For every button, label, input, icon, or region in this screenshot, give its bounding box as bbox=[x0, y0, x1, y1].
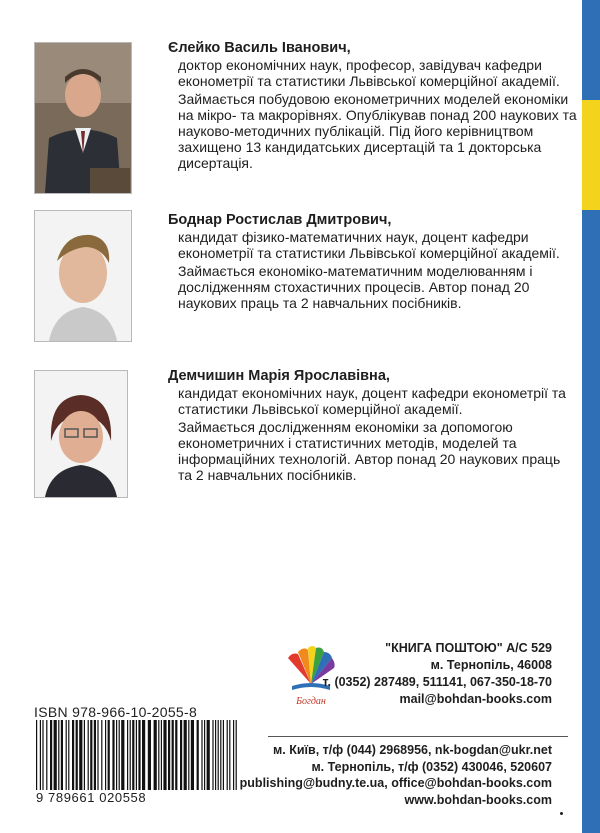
author-text-1 bbox=[168, 40, 578, 171]
barcode-bar bbox=[229, 720, 230, 790]
author-credentials-2: кандидат фізико-математичних наук, доцент кафедри економетрії та статистики Львівської комерційної академії. bbox=[178, 229, 560, 261]
barcode-bar bbox=[180, 720, 182, 790]
author-photo-2 bbox=[34, 210, 132, 342]
barcode-bar bbox=[175, 720, 177, 790]
barcode-bar bbox=[191, 720, 194, 790]
barcode-bar bbox=[66, 720, 67, 790]
barcode-bar bbox=[105, 720, 106, 790]
barcode-bar bbox=[220, 720, 221, 790]
portrait-illustration bbox=[35, 371, 127, 497]
publisher-line-1: "КНИГА ПОШТОЮ" А/С 529 bbox=[385, 641, 552, 655]
barcode-bar bbox=[40, 720, 41, 790]
barcode-bar bbox=[136, 720, 137, 790]
barcode-bar bbox=[207, 720, 210, 790]
barcode-bar bbox=[112, 720, 114, 790]
barcode-bar bbox=[127, 720, 128, 790]
author-photo-1 bbox=[34, 42, 132, 194]
barcode-bar bbox=[223, 720, 224, 790]
barcode-bar bbox=[72, 720, 74, 790]
barcode-bar bbox=[101, 720, 102, 790]
author-bio-1: Займається побудовою економетричних моделей економіки на мікро- та макрорівнях. Опублікував понад 200 наукових та науково-методичних публікацій. Під його керівництвом захищено 13 кандидатських дисертацій та 1 докторська дисертація. bbox=[178, 91, 577, 171]
barcode-bar bbox=[108, 720, 110, 790]
barcode-bar bbox=[218, 720, 219, 790]
barcode-bar bbox=[233, 720, 234, 790]
author-name-2: Боднар Ростислав Дмитрович, bbox=[168, 212, 392, 228]
barcode-digits: 9 789661 020558 bbox=[36, 790, 147, 805]
barcode-bar bbox=[54, 720, 57, 790]
barcode-bar bbox=[68, 720, 69, 790]
barcode-bar bbox=[227, 720, 228, 790]
author-photo-3 bbox=[34, 370, 128, 498]
barcode-bar bbox=[50, 720, 52, 790]
barcode-bar bbox=[46, 720, 47, 790]
barcode-bar bbox=[158, 720, 159, 790]
barcode-bar bbox=[148, 720, 151, 790]
contact-line-3: publishing@budny.te.ua, office@bohdan-books.com bbox=[239, 776, 552, 790]
barcode-bar bbox=[130, 720, 131, 790]
contact-line-4: www.bohdan-books.com bbox=[404, 792, 552, 807]
portrait-illustration bbox=[35, 43, 131, 193]
barcode-bar bbox=[116, 720, 117, 790]
barcode-bar bbox=[161, 720, 162, 790]
barcode-bar bbox=[119, 720, 120, 790]
author-credentials-1: доктор економічних наук, професор, завідувач кафедри економетрії та статистики Львівської комерційної академії. bbox=[178, 57, 560, 89]
publisher-line-2: м. Тернопіль, 46008 bbox=[430, 658, 552, 672]
author-text-2 bbox=[168, 212, 578, 311]
barcode-bar bbox=[61, 720, 63, 790]
publisher-email: mail@bohdan-books.com bbox=[399, 692, 552, 706]
author-text-3 bbox=[168, 368, 578, 483]
author-bio-2: Займається економіко-математичним моделюванням і дослідженням стохастичних процесів. Автор понад 20 наукових праць та 2 навчальних посібників. bbox=[178, 263, 533, 311]
speck-mark bbox=[560, 812, 563, 815]
barcode-bar bbox=[172, 720, 174, 790]
portrait-illustration bbox=[35, 211, 131, 341]
barcode-bar bbox=[36, 720, 37, 790]
author-credentials-3: кандидат економічних наук, доцент кафедри економетрії та статистики Львівської комерційної академії. bbox=[178, 385, 566, 417]
contact-line-1: м. Київ, т/ф (044) 2968956, nk-bogdan@ukr.net bbox=[273, 743, 552, 757]
barcode-bar bbox=[138, 720, 140, 790]
barcode-bar bbox=[84, 720, 85, 790]
barcode-bar bbox=[121, 720, 124, 790]
barcode-bar bbox=[163, 720, 166, 790]
contact-line-2: м. Тернопіль, т/ф (0352) 430046, 520607 bbox=[311, 759, 552, 774]
barcode-graphic bbox=[34, 720, 239, 792]
barcode-bar bbox=[197, 720, 199, 790]
barcode-bar bbox=[76, 720, 78, 790]
publisher-line-3: т. (0352) 287489, 511141, 067-350-18-70 bbox=[322, 675, 552, 689]
barcode-bar bbox=[88, 720, 89, 790]
barcode-bar bbox=[184, 720, 187, 790]
barcode-bar bbox=[79, 720, 82, 790]
cover-stripe-blue-bottom bbox=[582, 210, 600, 833]
barcode-bar bbox=[154, 720, 157, 790]
cover-stripe-blue-top bbox=[582, 0, 600, 100]
barcode-bar bbox=[188, 720, 189, 790]
isbn-label: ISBN 978-966-10-2055-8 bbox=[34, 704, 198, 720]
barcode-bar bbox=[42, 720, 43, 790]
svg-text:Богдан: Богдан bbox=[296, 696, 326, 707]
barcode-bar bbox=[204, 720, 205, 790]
author-name-1: Єлейко Василь Іванович, bbox=[168, 40, 351, 56]
barcode-bar bbox=[168, 720, 170, 790]
barcode-bar bbox=[97, 720, 98, 790]
barcode-bar bbox=[58, 720, 59, 790]
barcode-bar bbox=[132, 720, 134, 790]
publisher-mail-order-block bbox=[322, 640, 552, 708]
barcode-bar bbox=[215, 720, 216, 790]
barcode-bar bbox=[142, 720, 145, 790]
barcode-bar bbox=[94, 720, 96, 790]
cover-stripe-yellow bbox=[582, 100, 600, 210]
barcode-bar bbox=[201, 720, 202, 790]
publisher-contacts bbox=[240, 742, 552, 808]
author-name-3: Демчишин Марія Ярославівна, bbox=[168, 368, 390, 384]
author-bio-3: Займається дослідженням економіки за допомогою економетричних і статистичних методів, моделей та інформаційних технологій. Автор понад 20 наукових праць та 2 навчальних посібників. bbox=[178, 419, 561, 483]
barcode-bar bbox=[90, 720, 92, 790]
barcode-bar bbox=[212, 720, 213, 790]
barcode-bar bbox=[236, 720, 237, 790]
contact-divider bbox=[268, 736, 568, 737]
